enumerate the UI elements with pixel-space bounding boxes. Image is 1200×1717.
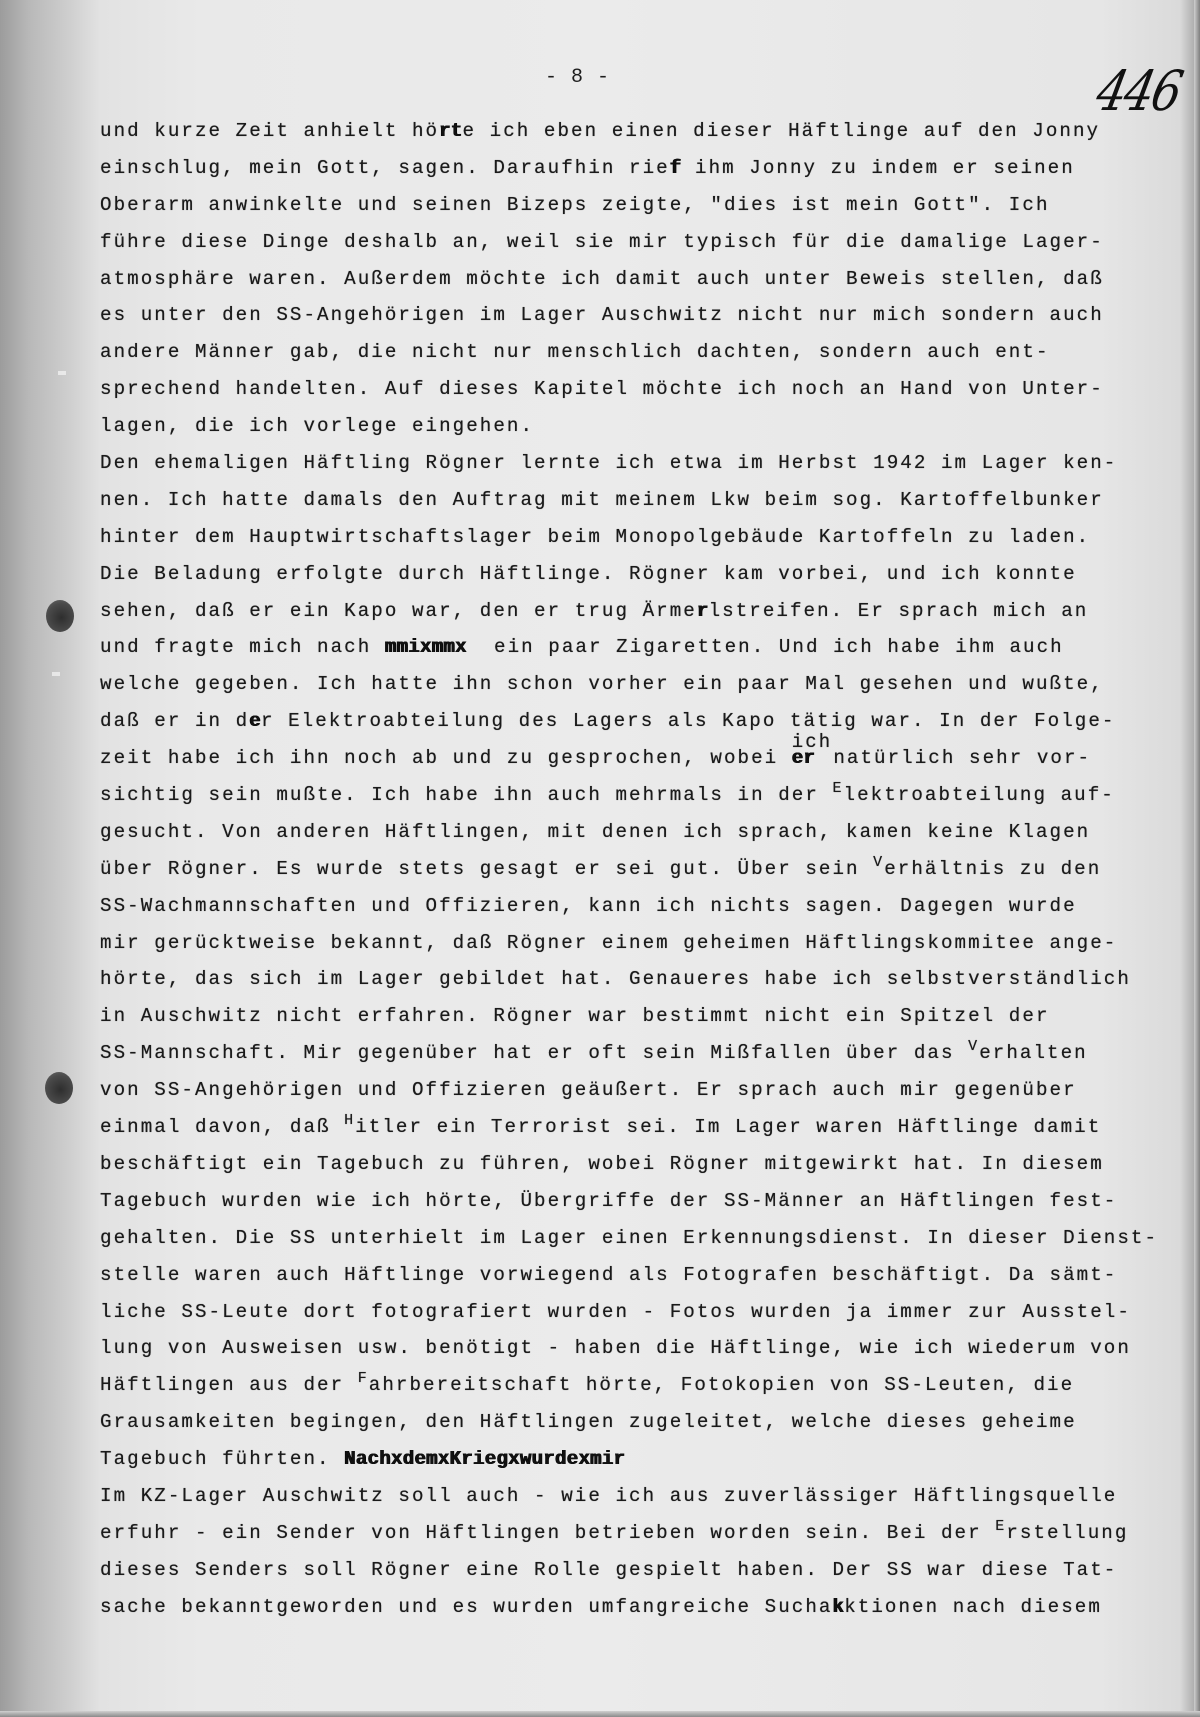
- text-segment: erhalten: [979, 1042, 1088, 1065]
- text-segment: Grausamkeiten begingen, den Häftlingen zugeleitet, welche dieses geheime: [100, 1411, 1077, 1434]
- raised-capital: V: [968, 1038, 980, 1056]
- text-line: [100, 731, 1180, 777]
- text-segment: Den ehemaligen Häftling Rögner lernte ich etwa im Herbst 1942 im Lager ken-: [100, 452, 1118, 475]
- punch-hole-top: [46, 600, 74, 632]
- text-line: [100, 408, 1180, 445]
- text-line: [100, 1257, 1180, 1294]
- text-line: [100, 1072, 1180, 1109]
- text-segment: hinter dem Hauptwirtschaftslager beim Monopolgebäude Kartoffeln zu laden.: [100, 525, 1091, 548]
- text-segment: Tagebuch führten.: [100, 1448, 345, 1471]
- text-line: [100, 1441, 1180, 1478]
- text-segment: von SS-Angehörigen und Offizieren geäußert. Er sprach auch mir gegenüber: [100, 1079, 1077, 1102]
- text-segment: sichtig sein mußte. Ich habe ihn auch mehrmals in der: [100, 784, 833, 807]
- text-segment: SS-Wachmannschaften und Offizieren, kann ich nichts sagen. Dagegen wurde: [100, 894, 1077, 917]
- text-line: [100, 556, 1180, 593]
- text-line: [100, 224, 1180, 261]
- text-segment: es unter den SS-Angehörigen im Lager Auschwitz nicht nur mich sondern auch: [100, 304, 1104, 327]
- text-segment: stelle waren auch Häftlinge vorwiegend als Fotografen beschäftigt. Da sämt-: [100, 1263, 1118, 1286]
- struck-text: k: [832, 1595, 845, 1618]
- raised-capital: E: [832, 780, 844, 798]
- text-segment: mir gerücktweise bekannt, daß Rögner einem geheimen Häftlingskommitee ange-: [100, 931, 1118, 954]
- text-line: [100, 113, 1180, 150]
- text-line: [100, 1552, 1180, 1589]
- text-line: [100, 482, 1180, 519]
- text-line: [100, 703, 1180, 740]
- struck-text: rt: [439, 120, 463, 142]
- text-segment: e ich eben einen dieser Häftlinge auf den Jonny: [462, 120, 1101, 142]
- text-line: [100, 519, 1180, 556]
- text-segment: über Rögner. Es wurde stets gesagt er sei gut. Über sein: [100, 857, 874, 880]
- page-number: - 8 -: [545, 66, 611, 89]
- struck-text: NachxdemxKriegxwurdexmir: [344, 1448, 626, 1471]
- struck-text: e: [249, 710, 261, 733]
- text-segment: ktionen nach diesem: [844, 1595, 1102, 1618]
- raised-capital: H: [344, 1112, 356, 1130]
- struck-text: mmixmmx: [384, 636, 467, 659]
- text-line: [100, 777, 1180, 814]
- text-line: [100, 1589, 1180, 1626]
- text-line: [100, 961, 1180, 998]
- struck-text: f: [669, 156, 682, 179]
- text-segment: welche gegeben. Ich hatte ihn schon vorher ein paar Mal gesehen und wußte,: [100, 673, 1104, 696]
- text-line: [100, 629, 1180, 666]
- text-segment: daß er in d: [100, 710, 250, 733]
- text-segment: erfuhr - ein Sender von Häftlingen betrieben worden sein. Bei der: [100, 1521, 996, 1544]
- scan-speck: [52, 672, 60, 676]
- text-segment: beschäftigt ein Tagebuch zu führen, wobei Rögner mitgewirkt hat. In diesem: [100, 1152, 1104, 1175]
- scan-speck: [58, 371, 66, 375]
- page-right-edge: [1194, 0, 1200, 1717]
- text-segment: und kurze Zeit anhielt hö: [100, 120, 440, 142]
- text-line: [100, 1330, 1180, 1367]
- text-line: [100, 1515, 1180, 1552]
- text-line: [100, 297, 1180, 334]
- text-line: [100, 1035, 1180, 1072]
- text-line: [100, 150, 1180, 187]
- struck-text: er: [791, 747, 816, 770]
- raised-capital: E: [995, 1517, 1007, 1535]
- text-segment: hörte, das sich im Lager gebildet hat. Genaueres habe ich selbstverständlich: [100, 968, 1131, 991]
- text-line: [100, 1404, 1180, 1441]
- text-segment: Oberarm anwinkelte und seinen Bizeps zeigte, "dies ist mein Gott". Ich: [100, 193, 1050, 216]
- text-segment: Tagebuch wurden wie ich hörte, Übergriffe der SS-Männer an Häftlingen fest-: [100, 1189, 1118, 1212]
- text-line: [100, 1478, 1180, 1515]
- text-segment: zeit habe ich ihn noch ab und zu gesprochen, wobei: [100, 747, 792, 770]
- text-segment: ahrbereitschaft hörte, Fotokopien von SS-Leuten, die: [368, 1374, 1075, 1397]
- text-segment: natürlich sehr vor-: [819, 747, 1092, 770]
- text-line: [100, 814, 1180, 851]
- text-line: [100, 187, 1180, 224]
- text-segment: lagen, die ich vorlege eingehen.: [100, 415, 535, 438]
- text-segment: führe diese Dinge deshalb an, weil sie mir typisch für die damalige Lager-: [100, 230, 1104, 253]
- punch-hole-bottom: [45, 1072, 73, 1104]
- text-line: [100, 261, 1180, 298]
- text-segment: und fragte mich nach: [100, 636, 385, 659]
- text-line: [100, 888, 1180, 925]
- text-segment: sache bekanntgeworden und es wurden umfangreiche Sucha: [100, 1595, 833, 1618]
- text-line: [100, 593, 1180, 630]
- text-segment: andere Männer gab, die nicht nur menschlich dachten, sondern auch ent-: [100, 341, 1050, 364]
- text-segment: lung von Ausweisen usw. benötigt - haben die Häftlinge, wie ich wiederum von: [100, 1337, 1131, 1360]
- text-segment: erhältnis zu den: [884, 857, 1102, 880]
- inserted-word: ich: [791, 731, 833, 754]
- text-segment: liche SS-Leute dort fotografiert wurden - Fotos wurden ja immer zur Ausstel-: [100, 1300, 1131, 1323]
- text-line: [100, 334, 1180, 371]
- text-line: [100, 666, 1180, 703]
- text-line: [100, 1146, 1180, 1183]
- text-segment: atmosphäre waren. Außerdem möchte ich damit auch unter Beweis stellen, daß: [100, 267, 1104, 290]
- text-line: [100, 1183, 1180, 1220]
- text-segment: r Elektroabteilung des Lagers als Kapo tätig war. In der Folge-: [260, 710, 1116, 733]
- text-segment: sprechend handelten. Auf dieses Kapitel möchte ich noch an Hand von Unter-: [100, 378, 1104, 401]
- text-line: [100, 1109, 1180, 1146]
- text-segment: SS-Mannschaft. Mir gegenüber hat er oft sein Mißfallen über das: [100, 1042, 969, 1065]
- text-segment: einmal davon, daß: [100, 1116, 345, 1139]
- raised-capital: F: [357, 1370, 369, 1388]
- text-segment: sehen, daß er ein Kapo war, den er trug Ärme: [100, 599, 697, 622]
- text-segment: ein paar Zigaretten. Und ich habe ihm auch: [466, 636, 1064, 659]
- text-segment: itler ein Terrorist sei. Im Lager waren Häftlinge damit: [355, 1116, 1102, 1139]
- text-segment: einschlug, mein Gott, sagen. Daraufhin rie: [100, 156, 670, 179]
- text-segment: Im KZ-Lager Auschwitz soll auch - wie ich aus zuverlässiger Häftlingsquelle: [100, 1484, 1118, 1507]
- text-line: [100, 925, 1180, 962]
- text-line: [100, 998, 1180, 1035]
- text-segment: dieses Senders soll Rögner eine Rolle gespielt haben. Der SS war diese Tat-: [100, 1558, 1118, 1581]
- text-segment: Häftlingen aus der: [100, 1374, 358, 1397]
- text-line: [100, 1367, 1180, 1404]
- text-line: [100, 1294, 1180, 1331]
- text-line: [100, 445, 1180, 482]
- typewritten-body: [100, 113, 1180, 1626]
- text-segment: gehalten. Die SS unterhielt im Lager einen Erkennungsdienst. In dieser Dienst-: [100, 1226, 1159, 1249]
- correction-insertion: [791, 731, 833, 777]
- struck-text: r: [696, 599, 709, 622]
- text-segment: lstreifen. Er sprach mich an: [708, 599, 1089, 622]
- raised-capital: V: [873, 853, 885, 871]
- text-segment: ihm Jonny zu indem er seinen: [681, 156, 1075, 179]
- text-line: [100, 851, 1180, 888]
- text-line: [100, 1220, 1180, 1257]
- text-segment: nen. Ich hatte damals den Auftrag mit meinem Lkw beim sog. Kartoffelbunker: [100, 488, 1104, 511]
- handwritten-folio-number: 446: [1091, 58, 1187, 124]
- text-segment: gesucht. Von anderen Häftlingen, mit denen ich sprach, kamen keine Klagen: [100, 820, 1091, 843]
- text-segment: Die Beladung erfolgte durch Häftlinge. Rögner kam vorbei, und ich konnte: [100, 562, 1077, 585]
- text-line: [100, 371, 1180, 408]
- page-bottom-edge: [0, 1711, 1200, 1717]
- text-segment: rstellung: [1006, 1521, 1129, 1544]
- text-segment: lektroabteilung auf-: [843, 784, 1115, 807]
- text-segment: in Auschwitz nicht erfahren. Rögner war bestimmt nicht ein Spitzel der: [100, 1005, 1050, 1028]
